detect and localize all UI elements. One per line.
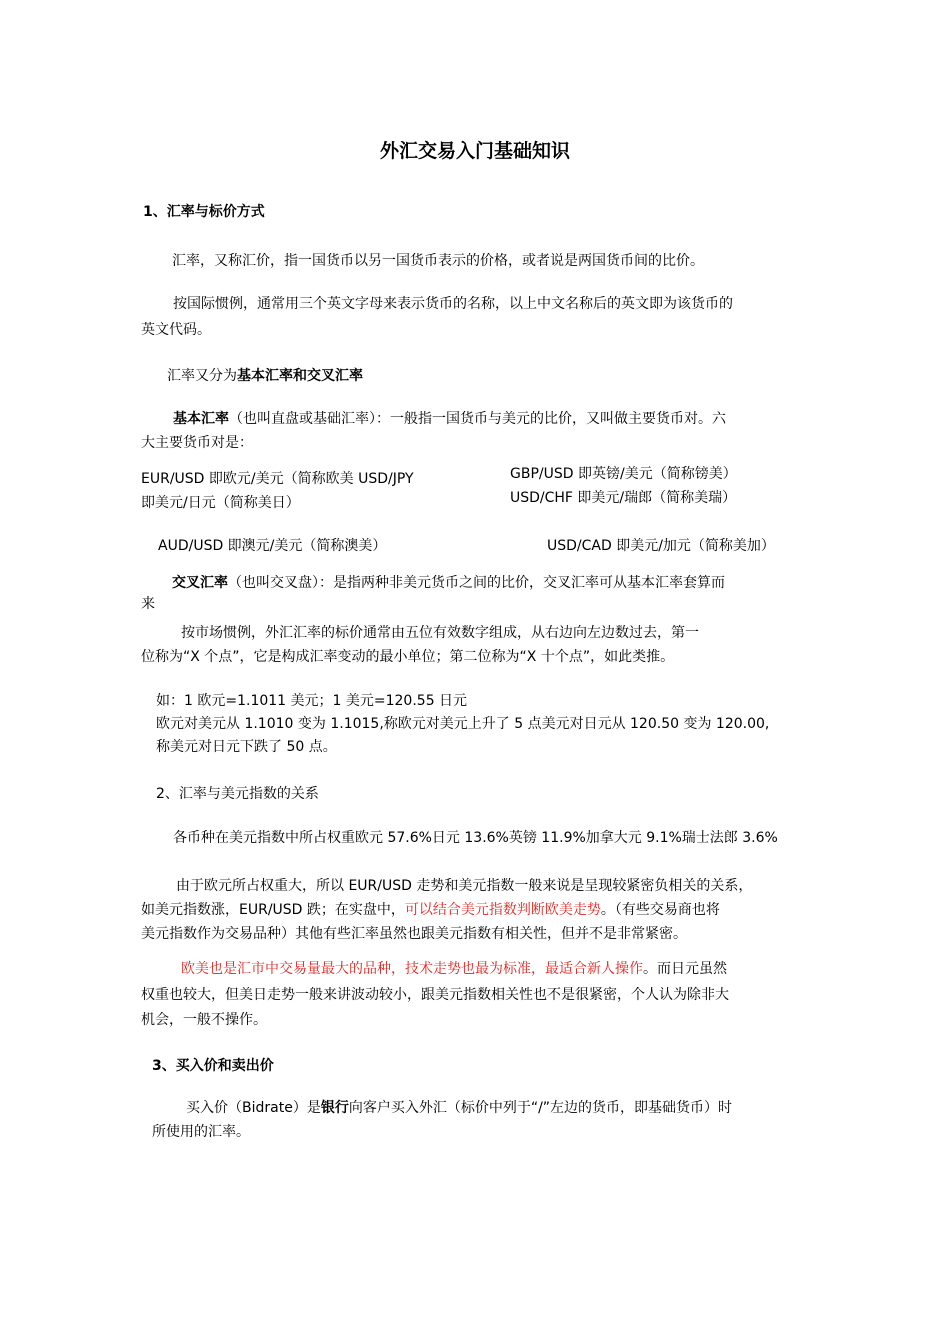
s1-paragraph-4-line-2: 大主要货币对是： — [141, 435, 253, 451]
s2-p2-highlight: 欧美也是汇市中交易量最大的品种，技术走势也最为标准，最适合新人操作 — [181, 961, 643, 977]
example-line-3: 称美元对日元下跌了 50 点。 — [156, 739, 337, 755]
s1-p3-prefix: 汇率又分为 — [167, 368, 237, 384]
s1-p4-bold: 基本汇率 — [173, 411, 229, 427]
s2-p1-suffix: 。（有些交易商也将 — [600, 902, 720, 918]
s3-paragraph-1-line-1 — [186, 1096, 732, 1120]
pair-usd-cad: USD/CAD 即美元/加元（简称美加） — [547, 538, 775, 554]
s3-p1-bold: 银行 — [320, 1100, 349, 1116]
s3-p1-suffix: 向客户买入外汇（标价中列于“/”左边的货币，即基础货币）时 — [348, 1100, 733, 1116]
s1-paragraph-6-line-2: 位称为“X 个点”，它是构成汇率变动的最小单位；第二位称为“X 十个点”，如此类推。 — [141, 649, 675, 665]
s3-paragraph-1-line-2: 所使用的汇率。 — [152, 1124, 250, 1140]
s2-paragraph-2-line-2: 权重也较大，但美日走势一般来讲波动较小，跟美元指数相关性也不是很紧密，个人认为除非大 — [141, 987, 729, 1003]
document-title: 外汇交易入门基础知识 — [379, 140, 570, 162]
s2-p1-prefix: 如美元指数涨，EUR/USD 跌；在实盘中， — [141, 902, 405, 918]
pair-usd-jpy: 即美元/日元（简称美日） — [141, 495, 300, 511]
pair-eur-usd: EUR/USD 即欧元/美元（简称欧美 USD/JPY — [141, 471, 414, 487]
section-2-heading: 2、汇率与美元指数的关系 — [156, 786, 319, 802]
s1-paragraph-5-line-2: 来 — [141, 596, 155, 612]
s1-p5-bold: 交叉汇率 — [172, 575, 228, 591]
s1-paragraph-4-line-1 — [173, 407, 726, 431]
s2-paragraph-2-line-1 — [181, 957, 727, 981]
s2-p1-highlight: 可以结合美元指数判断欧美走势 — [404, 902, 601, 918]
pair-aud-usd: AUD/USD 即澳元/美元（简称澳美） — [158, 538, 387, 554]
s1-paragraph-3 — [167, 364, 363, 388]
s1-paragraph-6-line-1: 按市场惯例，外汇汇率的标价通常由五位有效数字组成，从右边向左边数过去，第一 — [181, 625, 699, 641]
s1-paragraph-5-line-1 — [172, 571, 725, 595]
s1-paragraph-1: 汇率，又称汇价，指一国货币以另一国货币表示的价格，或者说是两国货币间的比价。 — [172, 253, 704, 269]
section-1-heading: 1、汇率与标价方式 — [143, 204, 265, 220]
s1-paragraph-2-line-1: 按国际惯例，通常用三个英文字母来表示货币的名称，以上中文名称后的英文即为该货币的 — [173, 296, 733, 312]
s2-weights: 各币种在美元指数中所占权重欧元 57.6%日元 13.6%英镑 11.9%加拿大元 9.1%瑞士法郎 3.6% — [173, 830, 778, 846]
s1-p4-rest: （也叫直盘或基础汇率）：一般指一国货币与美元的比价，又叫做主要货币对。六 — [229, 411, 726, 427]
s2-paragraph-2-line-3: 机会，一般不操作。 — [141, 1012, 267, 1028]
s2-paragraph-1-line-1: 由于欧元所占权重大，所以 EUR/USD 走势和美元指数一般来说是呈现较紧密负相关的关系， — [176, 878, 753, 894]
example-line-1: 如：1 欧元=1.1011 美元；1 美元=120.55 日元 — [156, 693, 468, 709]
section-3-heading: 3、买入价和卖出价 — [152, 1058, 274, 1074]
s1-p3-bold: 基本汇率和交叉汇率 — [237, 368, 363, 384]
pair-usd-chf: USD/CHF 即美元/瑞郎（简称美瑞） — [510, 490, 737, 506]
s1-p5-rest: （也叫交叉盘）：是指两种非美元货币之间的比价，交叉汇率可从基本汇率套算而 — [228, 575, 725, 591]
s2-paragraph-1-line-2 — [141, 898, 720, 922]
s1-paragraph-2-line-2: 英文代码。 — [141, 322, 211, 338]
s2-paragraph-1-line-3: 美元指数作为交易品种）其他有些汇率虽然也跟美元指数有相关性，但并不是非常紧密。 — [141, 926, 687, 942]
pair-gbp-usd: GBP/USD 即英镑/美元（简称镑美） — [510, 466, 737, 482]
s2-p2-suffix: 。而日元虽然 — [643, 961, 727, 977]
example-line-2: 欧元对美元从 1.1010 变为 1.1015,称欧元对美元上升了 5 点美元对日元从 120.50 变为 120.00, — [156, 716, 770, 732]
s3-p1-prefix: 买入价（Bidrate）是 — [186, 1100, 321, 1116]
